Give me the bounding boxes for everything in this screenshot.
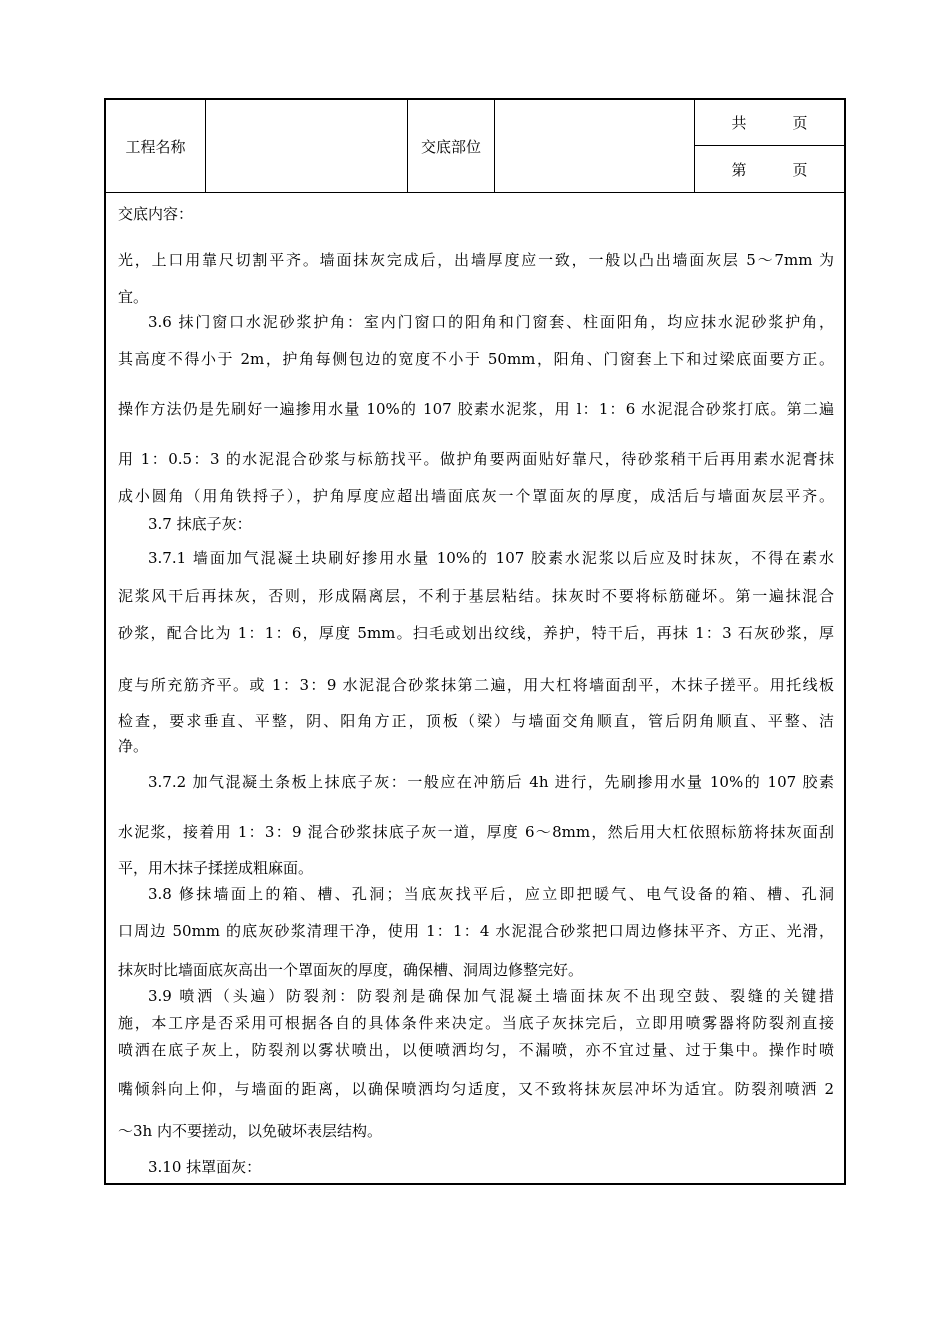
location-label: 交底部位 [408, 100, 495, 192]
page-number-cell [695, 146, 844, 192]
total-pages-cell [695, 100, 844, 146]
location-field[interactable] [495, 100, 695, 192]
body-line: 施，本工序是否采用可根据各自的具体条件来决定。当底子灰抹完后，立即用喷雾器将防裂剂直接 [118, 1014, 834, 1032]
disclosure-form [104, 98, 846, 1185]
total-pages-suffix: 页 [792, 114, 808, 132]
total-pages-prefix: 共 [731, 114, 747, 132]
project-name-field[interactable] [206, 100, 408, 192]
form-header [106, 100, 844, 193]
body-line: 宜。 [118, 288, 149, 306]
body-line: 泥浆风干后再抹灰，否则，形成隔离层，不利于基层粘结。抹灰时不要将标筋碰坏。第一遍抹混合 [118, 587, 834, 605]
body-line: 嘴倾斜向上仰，与墙面的距离，以确保喷洒均匀适度，又不致将抹灰层冲坏为适宜。防裂剂喷洒 2 [118, 1080, 834, 1098]
body-line: 其高度不得小于 2m，护角每侧包边的宽度不小于 50mm，阳角、门窗套上下和过梁底面要方正。 [118, 350, 834, 368]
body-line: 成小圆角（用角铁捋子），护角厚度应超出墙面底灰一个罩面灰的厚度，成活后与墙面灰层平齐。 [118, 487, 834, 505]
page-number-prefix: 第 [731, 160, 747, 179]
body-line: 光，上口用靠尺切割平齐。墙面抹灰完成后，出墙厚度应一致，一般以凸出墙面灰层 5～7mm 为 [118, 251, 834, 269]
body-line: 度与所充筋齐平。或 1：3：9 水泥混合砂浆抹第二遍，用大杠将墙面刮平，木抹子搓平。用托线板 [118, 676, 834, 694]
project-name-label: 工程名称 [106, 100, 206, 192]
body-line: 3.10 抹罩面灰： [148, 1158, 262, 1176]
page-number-suffix: 页 [792, 160, 808, 179]
body-line: 3.9 喷洒（头遍）防裂剂：防裂剂是确保加气混凝土墙面抹灰不出现空鼓、裂缝的关键措 [148, 987, 834, 1005]
body-line: 平，用木抹子揉搓成粗麻面。 [118, 859, 314, 877]
body-line: 砂浆，配合比为 1：1：6，厚度 5mm。扫毛或划出纹线，养护，特干后，再抹 1：3 石灰砂浆，厚 [118, 624, 834, 642]
body-line: 水泥浆，接着用 1：3：9 混合砂浆抹底子灰一道，厚度 6～8mm，然后用大杠依照标筋将抹灰面刮 [118, 823, 834, 841]
body-line: 3.7.1 墙面加气混凝土块刷好掺用水量 10%的 107 胶素水泥浆以后应及时抹灰，不得在素水 [148, 549, 834, 567]
body-line: 操作方法仍是先刷好一遍掺用水量 10%的 107 胶素水泥浆，用 l：1：6 水泥混合砂浆打底。第二遍 [118, 400, 834, 418]
body-line: 3.6 抹门窗口水泥砂浆护角：室内门窗口的阳角和门窗套、柱面阳角，均应抹水泥砂浆护角， [148, 313, 834, 331]
body-line: 喷洒在底子灰上，防裂剂以雾状喷出，以便喷洒均匀，不漏喷，亦不宜过量、过于集中。操作时喷 [118, 1041, 834, 1059]
body-line: 抹灰时比墙面底灰高出一个罩面灰的厚度，确保槽、洞周边修整完好。 [118, 961, 584, 979]
content-label: 交底内容： [118, 205, 194, 223]
body-line: 3.7 抹底子灰： [148, 515, 252, 533]
body-line: 3.8 修抹墙面上的箱、槽、孔洞；当底灰找平后，应立即把暖气、电气设备的箱、槽、孔洞 [148, 885, 834, 903]
body-line: 3.7.2 加气混凝土条板上抹底子灰：一般应在冲筋后 4h 进行，先刷掺用水量 10%的 107 胶素 [148, 773, 834, 791]
body-line: ～3h 内不要搓动，以免破坏表层结构。 [118, 1122, 382, 1140]
body-line: 用 1：0.5：3 的水泥混合砂浆与标筋找平。做护角要两面贴好靠尺，待砂浆稍干后再用素水泥膏抹 [118, 450, 834, 468]
body-line: 检查，要求垂直、平整，阴、阳角方正，顶板（梁）与墙面交角顺直，管后阴角顺直、平整、洁 [118, 712, 834, 730]
body-line: 口周边 50mm 的底灰砂浆清理干净，使用 1：1：4 水泥混合砂浆把口周边修抹平齐、方正、光滑， [118, 922, 834, 940]
body-line: 净。 [118, 737, 149, 755]
